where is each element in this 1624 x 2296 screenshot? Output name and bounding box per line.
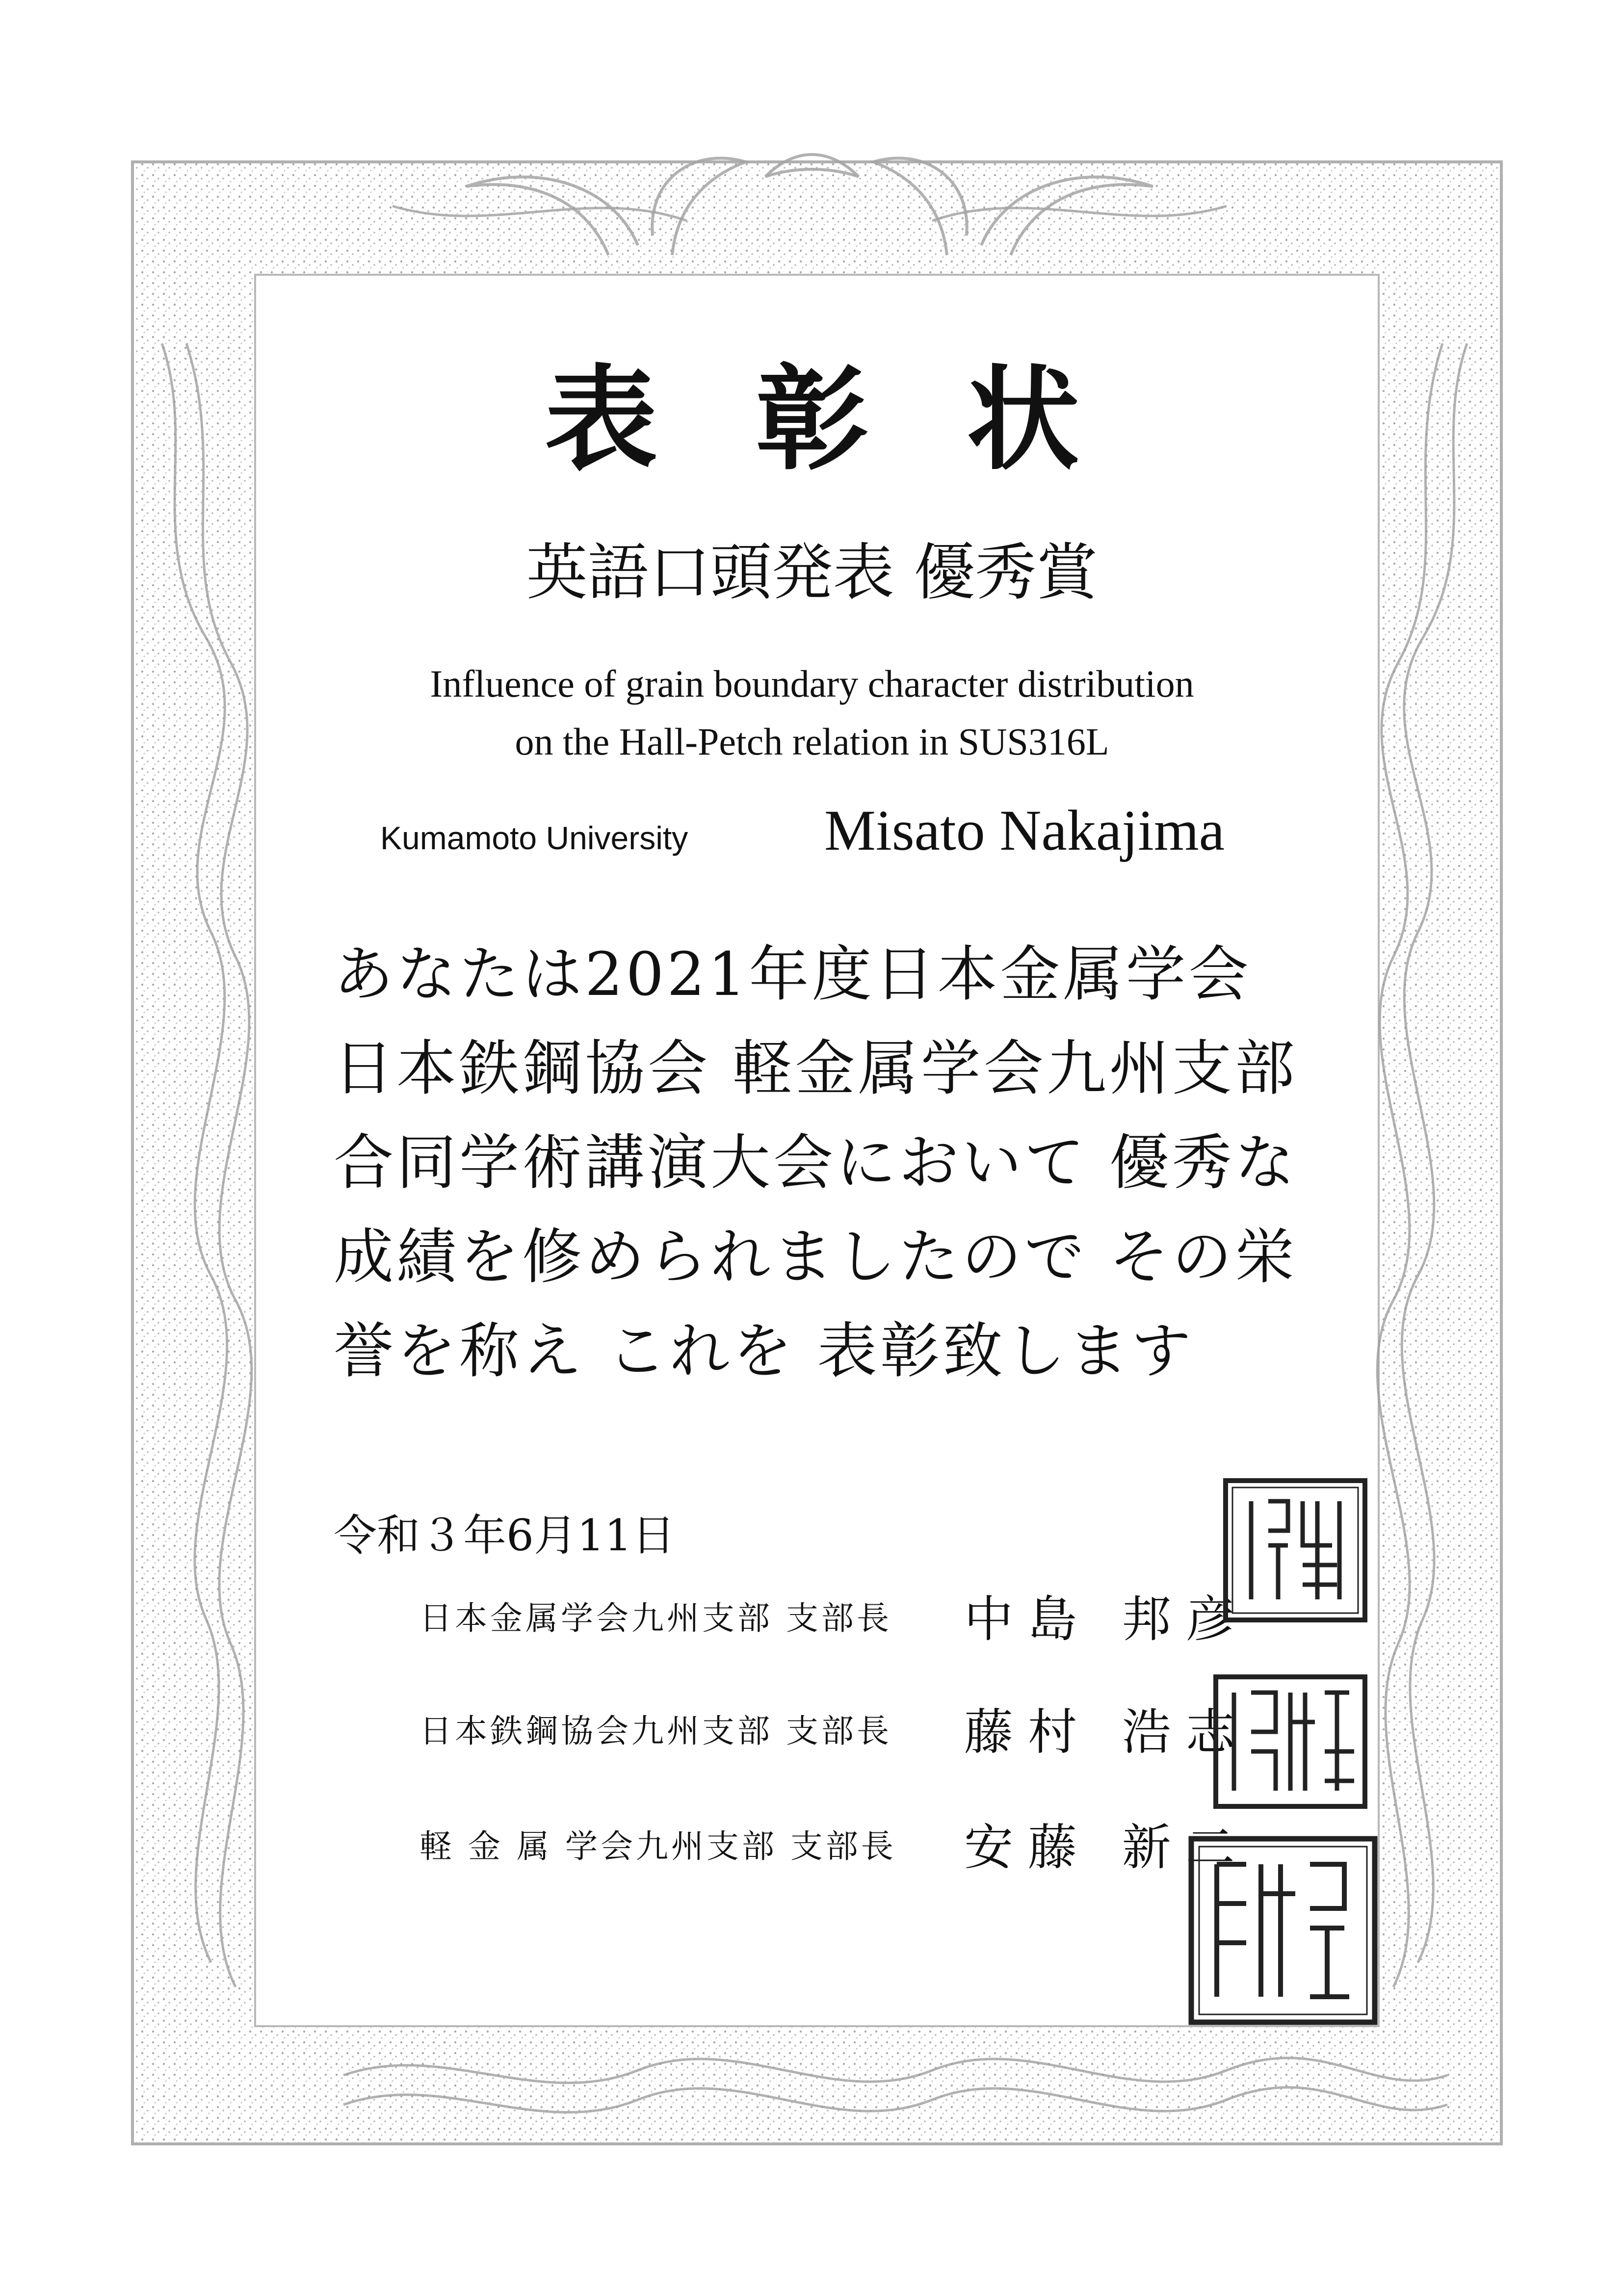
signatory-name: 中島 邦彦	[964, 1591, 1250, 1648]
signatory-organization: 日本鉄鋼協会九州支部 支部長	[419, 1712, 892, 1750]
affiliation: Kumamoto University	[380, 820, 688, 856]
research-title-line: on the Hall-Petch relation in SUS316L	[515, 720, 1109, 763]
signatory-organization: 日本金属学会九州支部 支部長	[419, 1599, 892, 1637]
citation-line: あなたは2021年度日本金属学会	[334, 939, 1252, 1009]
citation-line: 成績を修められましたので その栄	[334, 1222, 1298, 1292]
citation-text	[334, 927, 1298, 1398]
seal-stamp	[1222, 1477, 1369, 1624]
citation-line: 合同学術講演大会において 優秀な	[334, 1128, 1298, 1198]
certificate-title: 表彰状	[545, 353, 1178, 486]
seal-stamp	[1212, 1673, 1369, 1810]
signatory-name: 安藤 新二	[964, 1819, 1250, 1876]
citation-line: 誉を称え これを 表彰致します	[334, 1316, 1194, 1386]
research-title	[0, 655, 1624, 771]
signatory-name: 藤村 浩志	[964, 1703, 1250, 1761]
research-title-line: Influence of grain boundary character distribution	[430, 662, 1194, 705]
citation-line: 日本鉄鋼協会 軽金属学会九州支部	[334, 1034, 1298, 1103]
signatory-organization: 軽 金 属 学会九州支部 支部長	[419, 1827, 896, 1865]
recipient-name: Misato Nakajima	[824, 798, 1225, 862]
seal-stamp	[1187, 1835, 1379, 2026]
award-name: 英語口頭発表 優秀賞	[526, 537, 1098, 608]
award-date: 令和３年6月11日	[334, 1510, 675, 1561]
